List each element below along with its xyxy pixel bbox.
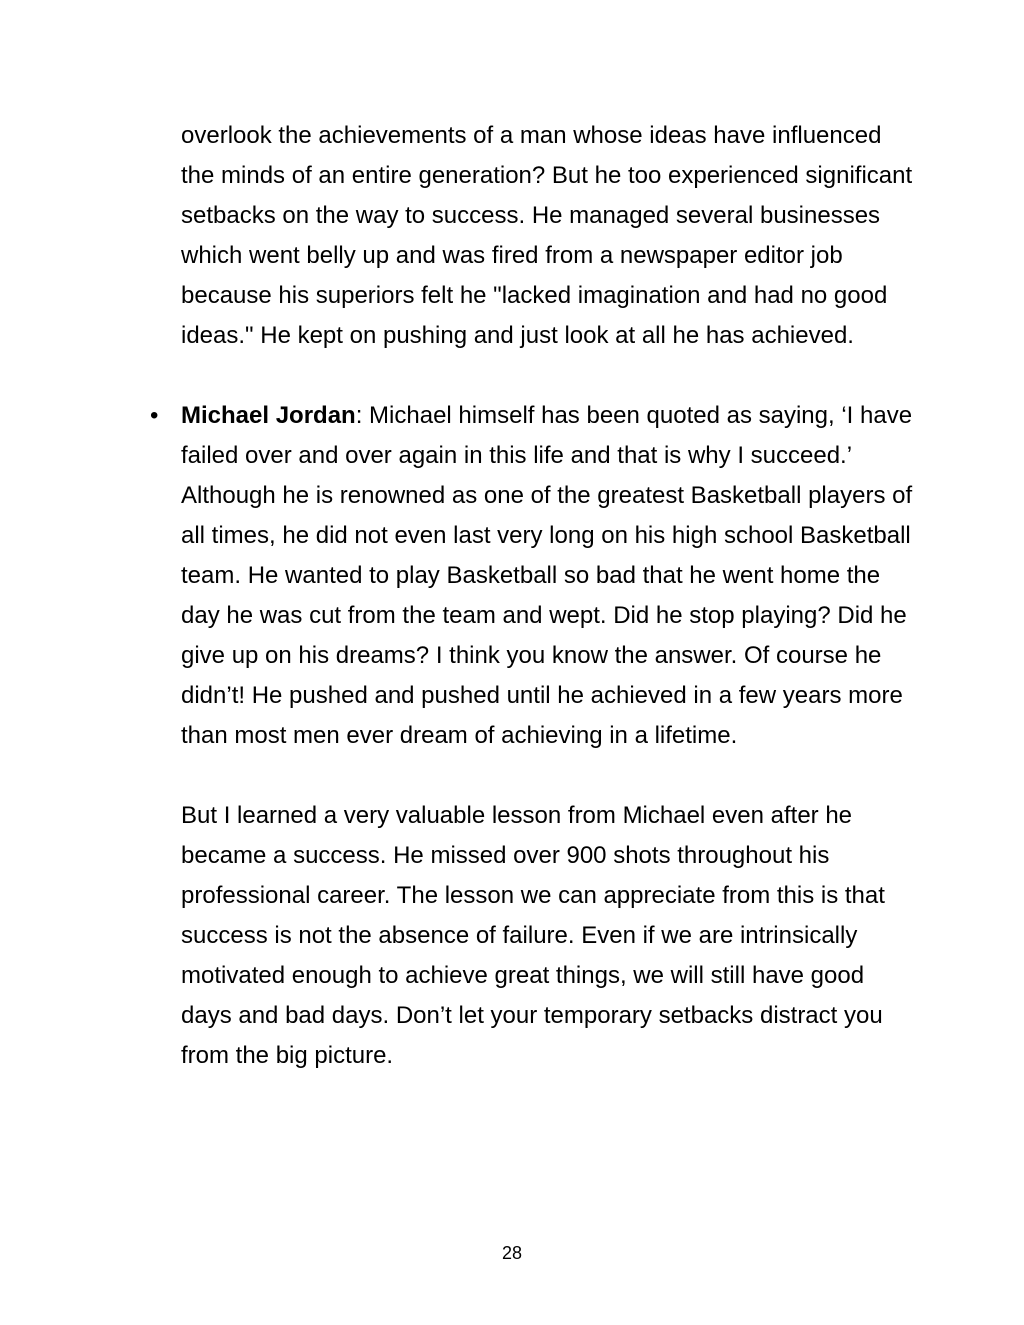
paragraph-continuation: overlook the achievements of a man whose ideas have influenced the minds of an entire generation? But he too experienced significant setbacks on the way to success. He managed several businesses which went belly up and was fired from a newspaper editor job because his superiors felt he "lacked imagination and had no good ideas." He kept on pushing and just look at all he has achieved. <box>181 122 913 349</box>
page-body <box>150 116 921 1076</box>
bullet-heading: Michael Jordan <box>181 402 356 429</box>
page-number: 28 <box>501 1243 523 1263</box>
paragraph-spacer <box>181 756 921 796</box>
bullet-paragraph <box>181 396 921 756</box>
bullet-item-michael-jordan <box>150 396 921 756</box>
bullet-icon: • <box>150 402 159 429</box>
paragraph-spacer <box>181 356 921 396</box>
bullet-body-text: : Michael himself has been quoted as saying, ‘I have failed over and over again in this life and that is why I succeed.’ Although he is renowned as one of the greatest Basketball players of all times, he did not even last very long on his high school Basketball team. He wanted to play Basketball so bad that he went home the day he was cut from the team and wept. Did he stop playing? Did he give up on his dreams? I think you know the answer. Of course he didn’t! He pushed and pushed until he achieved in a few years more than most men ever dream of achieving in a lifetime. <box>181 402 913 749</box>
paragraph-lesson: But I learned a very valuable lesson from Michael even after he became a success. He missed over 900 shots throughout his professional career. The lesson we can appreciate from this is that success is not the absence of failure. Even if we are intrinsically motivated enough to achieve great things, we will still have good days and bad days. Don’t let your temporary setbacks distract you from the big picture. <box>181 802 885 1069</box>
